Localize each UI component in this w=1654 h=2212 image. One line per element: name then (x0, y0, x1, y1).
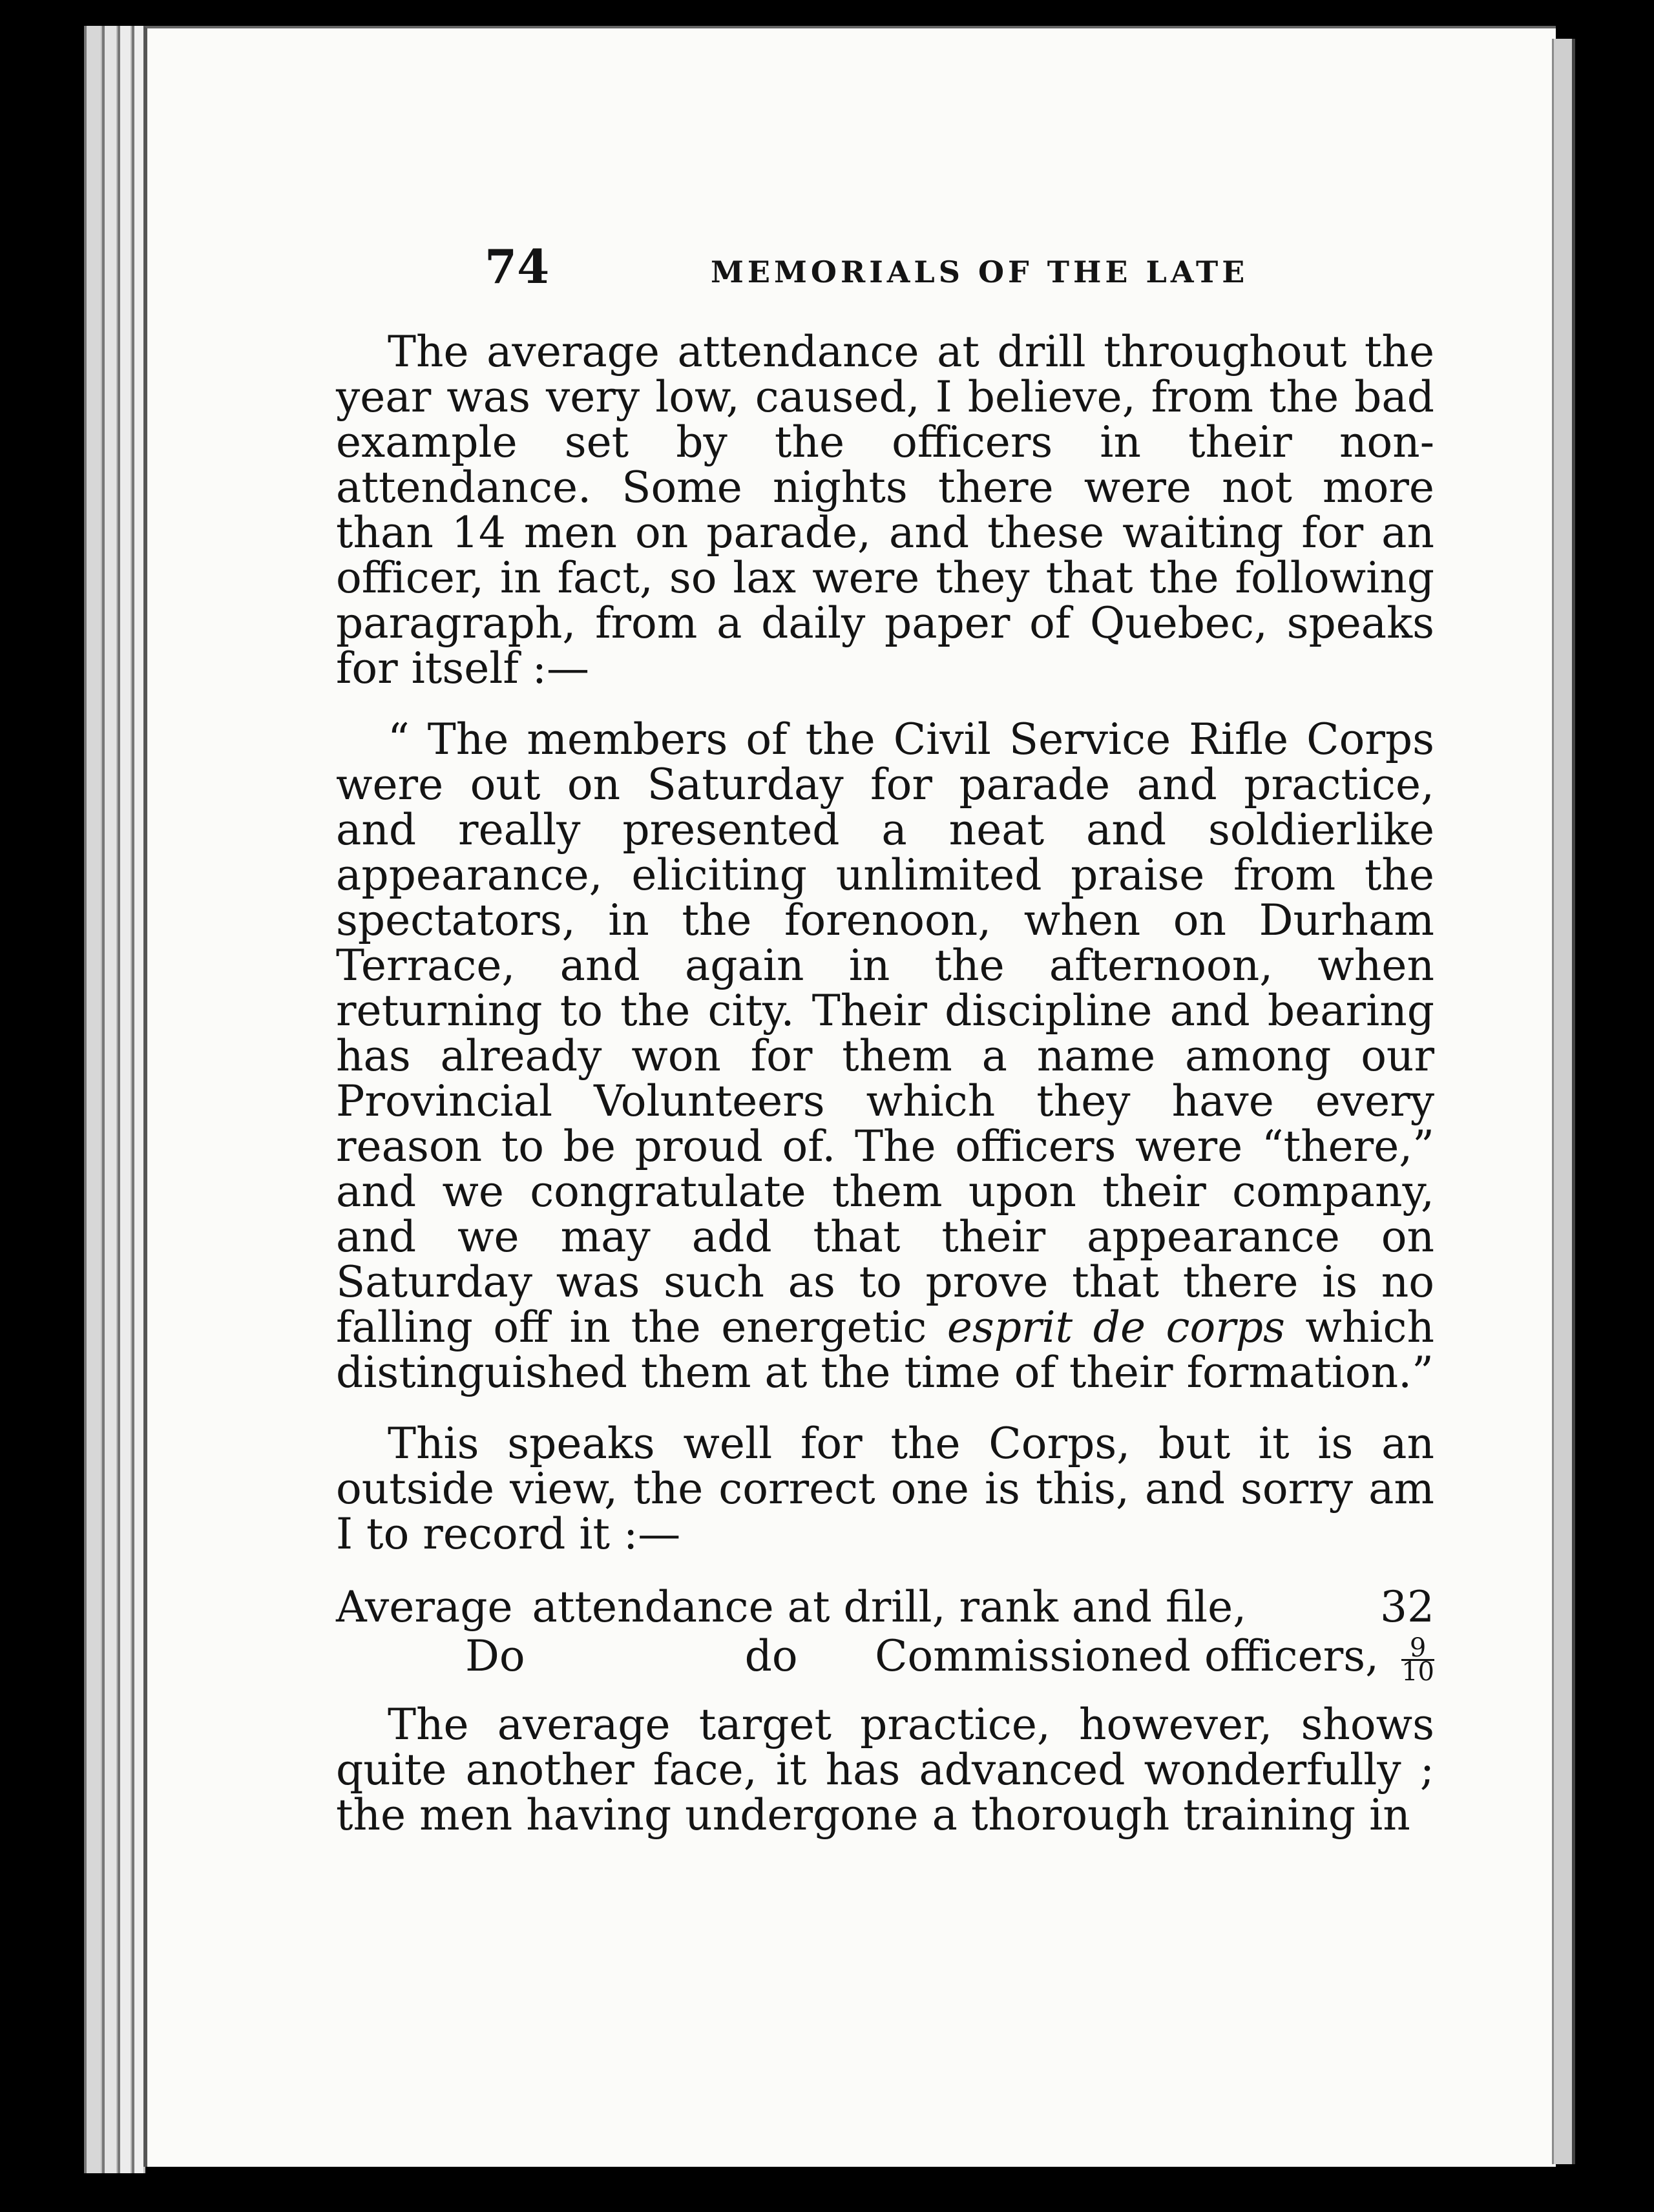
table-row (336, 1631, 1434, 1687)
quote-text-end: which distinguished them at the time of their formation.” (336, 1302, 1434, 1397)
row-fraction (1401, 1633, 1434, 1687)
row-label: Average (336, 1582, 513, 1632)
page-text (336, 233, 1434, 1838)
row-ditto: do (744, 1631, 798, 1681)
paragraph-correct-view: This speaks well for the Corps, but it is an outside view, the correct one is this, and sorry am I to record it :— (336, 1419, 1434, 1559)
quote-text: “ The members of the Civil Service Rifle Corps were out on Saturday for parade and practice, and really presented a neat and soldierlike appearance, eliciting unlimited praise from the spectators, in the forenoon, when on Durham Terrace, and again in the afternoon, when returning to the city. Their discipline and bearing has already won for them a name among our Provincial Volunteers which they have every reason to be proud of. The officers were “there,” and we congratulate them upon their company, and we may add that their appearance on Saturday was such as to prove that there is no falling off in the energetic (336, 715, 1434, 1352)
paragraph-attendance: The average attendance at drill throughout the year was very low, caused, I believe, from the bad example set by the officers in their non-attendance. Some nights there were not more than 14 men on parade, and these waiting for an officer, in fact, so lax were they that the following paragraph, from a daily paper of Quebec, speaks for itself :— (336, 327, 1434, 693)
page-edge (84, 26, 103, 2173)
paragraph-newspaper-quote (336, 717, 1434, 1395)
right-page-edge (1552, 39, 1575, 2164)
fraction-numerator: 9 (1401, 1637, 1434, 1661)
page-number: 74 (485, 239, 550, 294)
page-edge (118, 26, 132, 2173)
row-category (798, 1631, 1434, 1687)
running-head-title: MEMORIALS OF THE LATE (711, 255, 1249, 289)
row-category-label: Commissioned officers, (875, 1631, 1379, 1681)
quote-italic-phrase: esprit de corps (947, 1302, 1285, 1352)
running-head (336, 233, 1434, 304)
page-edge (102, 26, 118, 2173)
row-value: 32 (1380, 1582, 1434, 1632)
row-description: attendance at drill, rank and file, (532, 1582, 1247, 1632)
row-ditto-label: Do (465, 1631, 525, 1681)
paragraph-target-practice: The average target practice, however, shows quite another face, it has advanced wonderfully ; the men having undergone a thorough training in (336, 1699, 1434, 1840)
table-row (336, 1583, 1434, 1632)
attendance-table (336, 1582, 1434, 1687)
fraction-denominator: 10 (1401, 1656, 1434, 1687)
